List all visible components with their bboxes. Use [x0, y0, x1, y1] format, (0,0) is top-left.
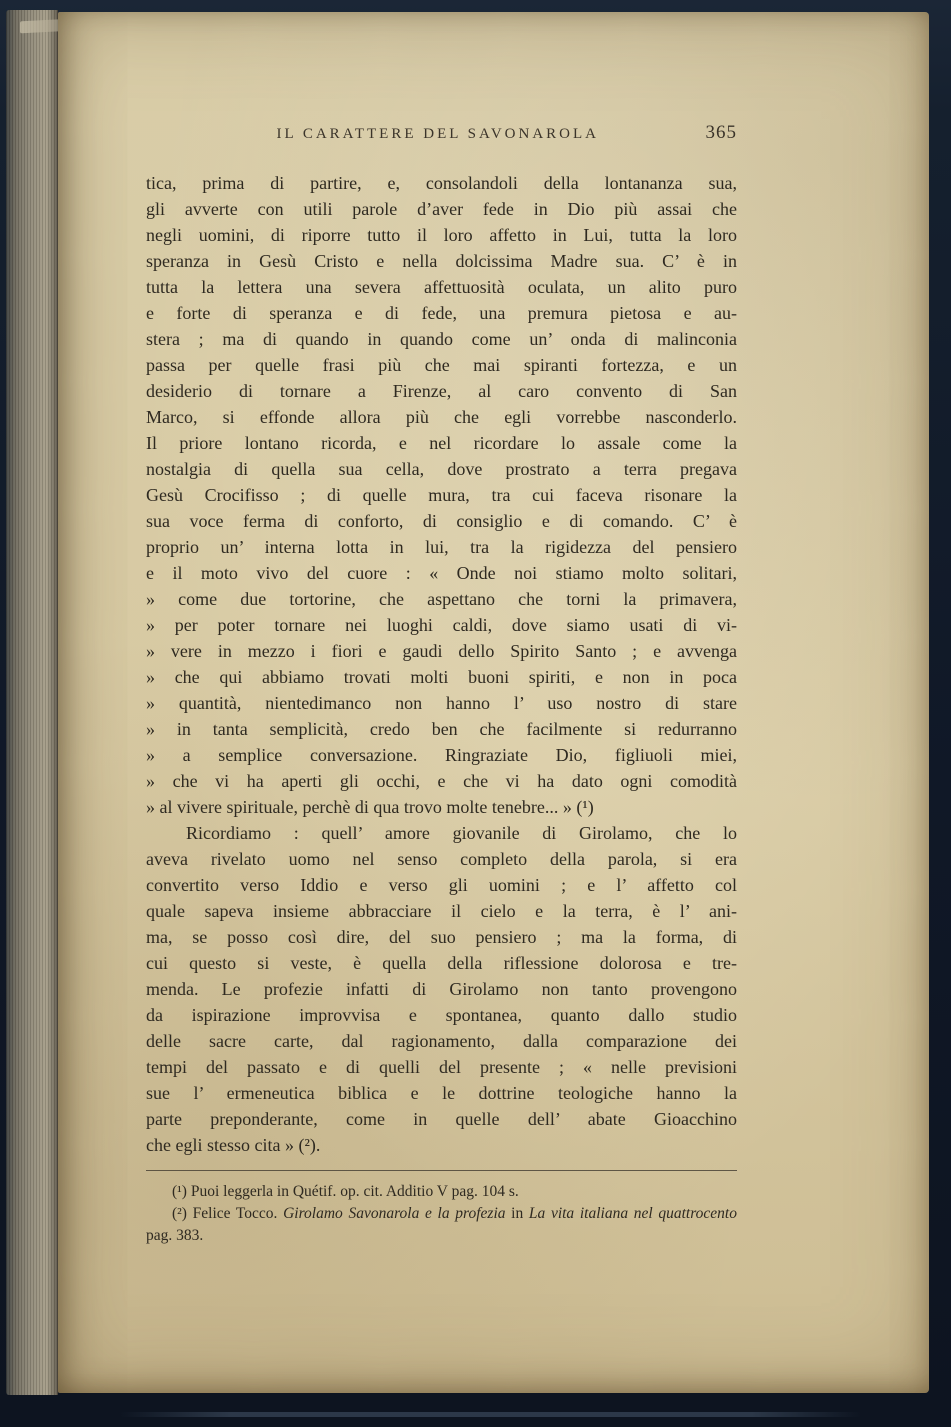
text-line: sue l’ ermeneutica biblica e le dottrine teologiche hanno la: [146, 1083, 737, 1103]
text-line: Ricordiamo : quell’ amore giovanile di Girolamo, che lo: [186, 823, 737, 843]
text-line: » che vi ha aperti gli occhi, e che vi ha dato ogni comodità: [146, 771, 737, 791]
text-line: passa per quelle frasi più che mai spiranti fortezza, e un: [146, 355, 737, 375]
text-line: » come due tortorine, che aspettano che torni la primavera,: [146, 589, 737, 609]
text-line: Il priore lontano ricorda, e nel ricordare lo assale come la: [146, 433, 737, 453]
text-line: desiderio di tornare a Firenze, al caro convento di San: [146, 381, 737, 401]
text-line: cui questo si veste, è quella della riflessione dolorosa e tre-: [146, 953, 737, 973]
text-line: delle sacre carte, dal ragionamento, dalla comparazione dei: [146, 1031, 737, 1051]
text-line: convertito verso Iddio e verso gli uomini ; e l’ affetto col: [146, 875, 737, 895]
text-line: da ispirazione improvvisa e spontanea, quanto dallo studio: [146, 1005, 737, 1025]
text-line: Gesù Crocifisso ; di quelle mura, tra cui faceva risonare la: [146, 485, 737, 505]
text-line: » quantità, nientedimanco non hanno l’ uso nostro di stare: [146, 693, 737, 713]
footnote-2-title-italic: Girolamo Savonarola e la profezia: [283, 1205, 506, 1222]
bottom-page-edge: [120, 1412, 861, 1417]
running-head: IL CARATTERE DEL SAVONAROLA: [276, 126, 600, 142]
text-line: e il moto vivo del cuore : « Onde noi stiamo molto solitari,: [146, 563, 737, 583]
text-line: quale sapeva insieme abbracciare il cielo e la terra, è l’ ani-: [146, 901, 737, 921]
text-line: parte preponderante, come in quelle dell’ abate Gioacchino: [146, 1109, 737, 1129]
text-line: » vere in mezzo i fiori e gaudi dello Spirito Santo ; e avvenga: [146, 641, 737, 661]
text-line: » per poter tornare nei luoghi caldi, dove siamo usati di vi-: [146, 615, 737, 635]
text-line: sua voce ferma di conforto, di consiglio e di comando. C’ è: [146, 511, 737, 531]
text-line: e forte di speranza e di fede, una premura pietosa e au-: [146, 303, 737, 323]
footnotes: [146, 1181, 737, 1247]
footnote-2-text: in: [505, 1205, 529, 1222]
text-line: aveva rivelato uomo nel senso completo della parola, si era: [146, 849, 737, 869]
text-line: proprio un’ interna lotta in lui, tra la rigidezza del pensiero: [146, 537, 737, 557]
text-line: negli uomini, di riporre tutto il loro affetto in Lui, tutta la loro: [146, 225, 737, 245]
paragraph-1: [146, 170, 737, 820]
text-line: » in tanta semplicità, credo ben che facilmente si redurranno: [146, 719, 737, 739]
footnote-2-journal-italic: La vita italiana nel quattrocento: [528, 1205, 737, 1222]
text-line: tutta la lettera una severa affettuosità oculata, un alito puro: [146, 277, 737, 297]
page-header: [146, 122, 737, 144]
footnote-2-text: pag. 383.: [146, 1227, 204, 1244]
text-line: speranza in Gesù Cristo e nella dolcissima Madre sua. C’ è in: [146, 251, 737, 271]
text-line: stera ; ma di quando in quando come un’ onda di malinconia: [146, 329, 737, 349]
text-line: ma, se posso così dire, del suo pensiero ; ma la forma, di: [146, 927, 737, 947]
text-line: Marco, si effonde allora più che egli vorrebbe nasconderlo.: [146, 407, 737, 427]
text-line: tica, prima di partire, e, consolandoli della lontananza sua,: [146, 173, 737, 193]
paragraph-2: [146, 820, 737, 1158]
text-line: tempi del passato e di quelli del presente ; « nelle previsioni: [146, 1057, 737, 1077]
text-line: gli avverte con utili parole d’aver fede in Dio più assai che: [146, 199, 737, 219]
book-page-edges: [6, 10, 58, 1395]
page-content: [146, 122, 737, 1247]
footnote-2: [146, 1203, 737, 1247]
book-page: [58, 12, 929, 1393]
text-line: che egli stesso cita » (²).: [146, 1135, 321, 1155]
text-line: » a semplice conversazione. Ringraziate Dio, figliuoli miei,: [146, 745, 737, 765]
footnote-2-text: (²) Felice Tocco.: [172, 1205, 284, 1222]
text-line: » che qui abbiamo trovati molti buoni spiriti, e non in poca: [146, 667, 737, 687]
text-line: nostalgia di quella sua cella, dove prostrato a terra pregava: [146, 459, 737, 479]
footnote-1: (¹) Puoi leggerla in Quétif. op. cit. Additio V pag. 104 s.: [172, 1183, 519, 1200]
page-number: 365: [705, 122, 737, 143]
footnote-rule: [146, 1170, 737, 1171]
text-line: menda. Le profezie infatti di Girolamo non tanto provengono: [146, 979, 737, 999]
text-line: » al vivere spirituale, perchè di qua trovo molte tenebre... » (¹): [146, 797, 594, 817]
